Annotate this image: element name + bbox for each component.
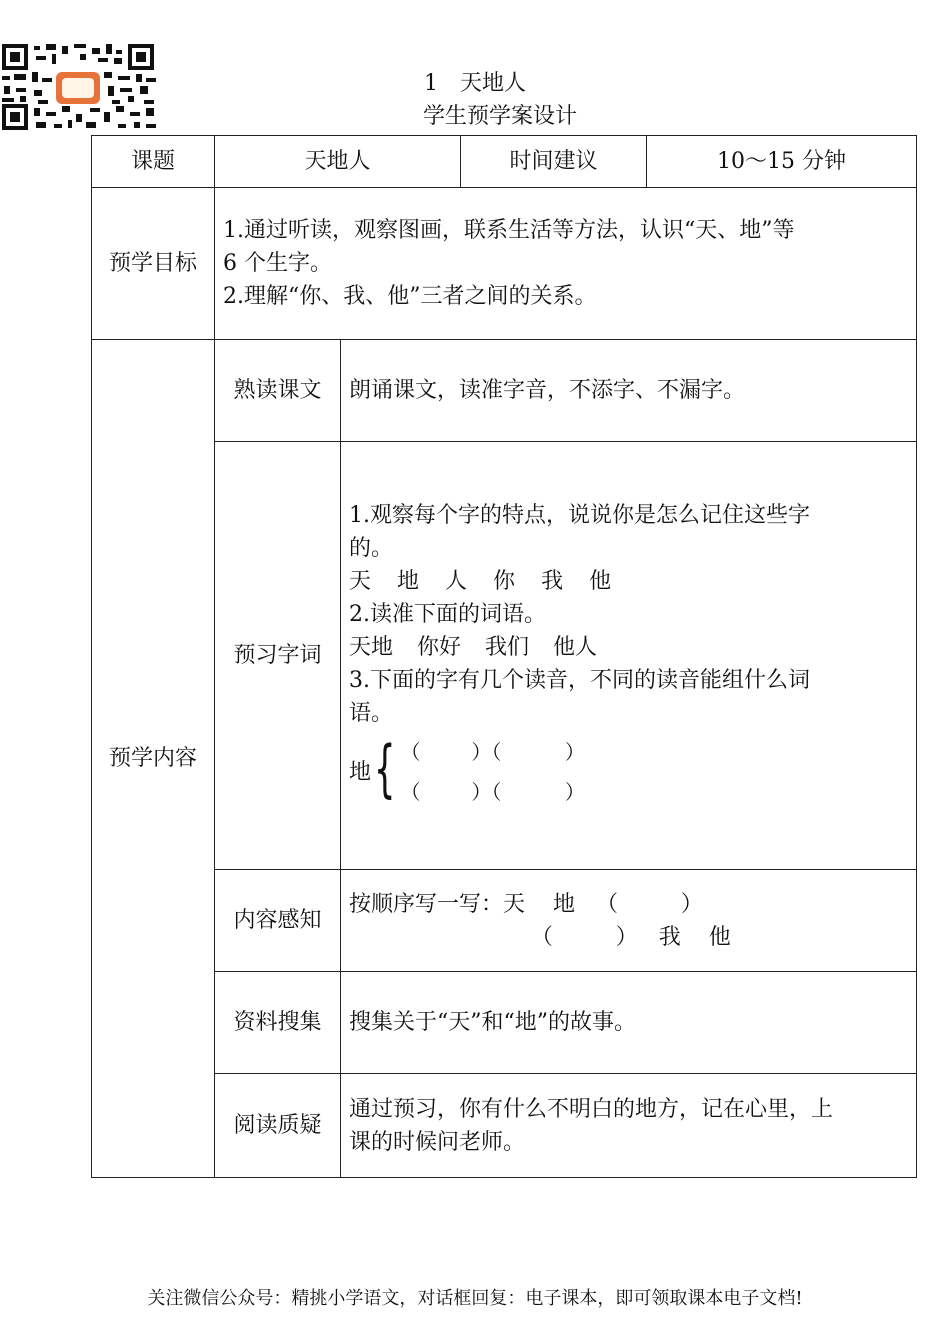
char-item: 人 [445,569,468,594]
perception-content [341,870,917,972]
goal-text [215,188,917,340]
time-label: 时间建议 [461,136,647,188]
lesson-title: 天地人 [459,71,526,96]
polyphone-blank-row[interactable]: （ ）（ ） [400,780,585,804]
time-value: 10～15 分钟 [647,136,917,188]
polyphone-char: 地 [349,759,372,785]
preview-q3-line: 3.下面的字有几个读音，不同的读音能组什么词 [349,668,810,693]
word-item: 他人 [553,635,598,660]
char-item: 天 [349,569,372,594]
preview-content [341,442,917,870]
question-line: 通过预习，你有什么不明白的地方，记在心里，上 [349,1096,834,1122]
preview-q2: 2.读准下面的词语。 [349,602,546,627]
footer-note: 关注微信公众号：精挑小学语文，对话框回复：电子课本，即可领取课本电子文档! [147,1288,803,1309]
lesson-heading [0,70,950,98]
char-item: 地 [397,569,420,594]
material-text: 搜集关于“天”和“地”的故事。 [341,972,917,1074]
goal-line: 6 个生字。 [223,251,332,276]
preview-q1-line: 1.观察每个字的特点，说说你是怎么记住这些字 [349,503,810,528]
word-item: 你好 [417,635,462,660]
left-brace-icon: { [373,732,396,805]
preview-plan-table [91,135,917,1178]
topic-value: 天地人 [215,136,461,188]
perception-label: 内容感知 [215,870,341,972]
question-content [341,1074,917,1178]
preview-q3-line: 语。 [349,701,394,726]
preview-label: 预习字词 [215,442,341,870]
preview-chars [349,565,908,598]
question-line: 课的时候问老师。 [349,1129,526,1155]
content-label: 预学内容 [92,340,215,1178]
page-subtitle: 学生预学案设计 [422,104,577,129]
perception-line: 按顺序写一写：天 地 （ ） [349,891,703,917]
question-label: 阅读质疑 [215,1074,341,1178]
goal-line: 2.理解“你、我、他”三者之间的关系。 [223,284,597,309]
polyphone-blank-row[interactable]: （ ）（ ） [400,740,585,764]
word-item: 我们 [485,635,530,660]
goal-label: 预学目标 [92,188,215,340]
material-label: 资料搜集 [215,972,341,1074]
char-item: 我 [541,569,564,594]
perception-line: （ ） 我 他 [349,924,731,950]
goal-line: 1.通过听读，观察图画，联系生活等方法，认识“天、地”等 [223,218,795,243]
char-item: 你 [493,569,516,594]
lesson-number: 1 [423,71,438,96]
reading-label: 熟读课文 [215,340,341,442]
polyphone-block [349,732,908,812]
reading-text: 朗诵课文，读准字音，不添字、不漏字。 [341,340,917,442]
word-item: 天地 [349,635,394,660]
preview-words [349,631,908,664]
topic-label: 课题 [92,136,215,188]
preview-q1-line: 的。 [349,536,394,561]
char-item: 他 [589,569,612,594]
